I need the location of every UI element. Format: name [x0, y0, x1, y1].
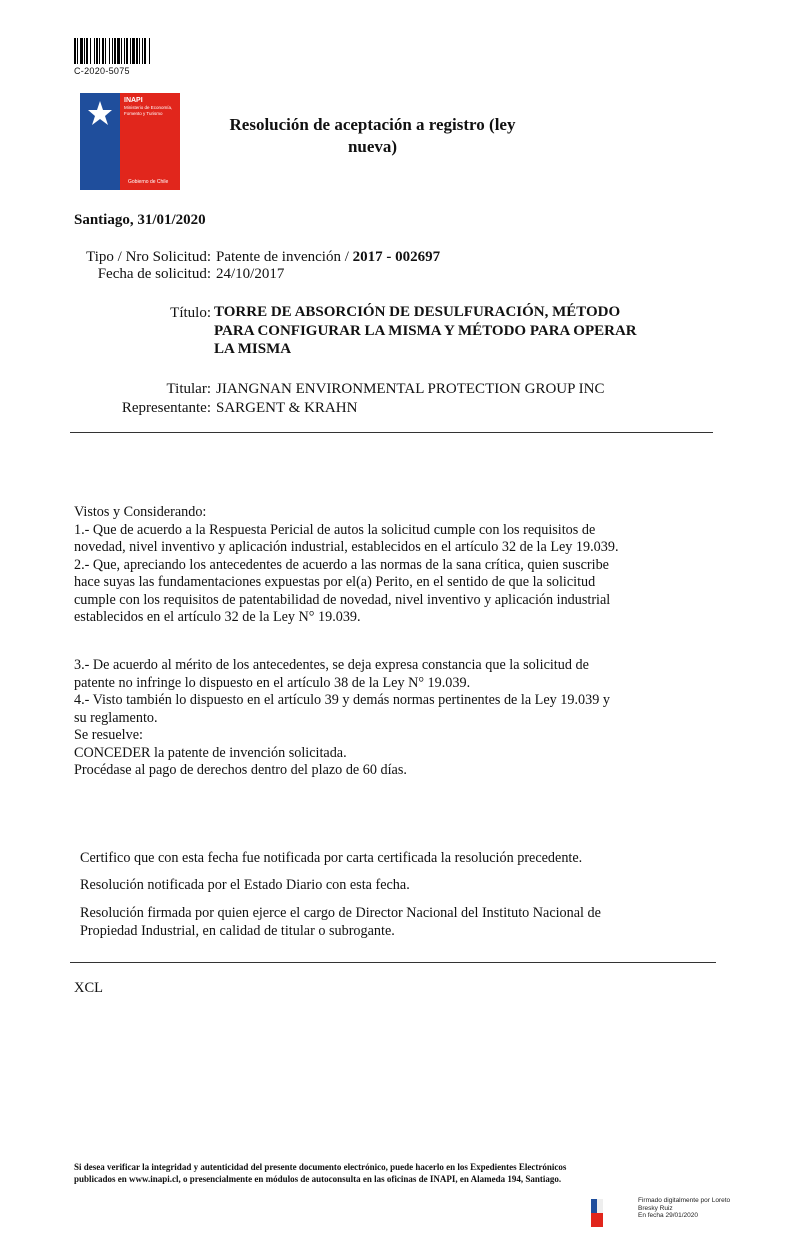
barcode-bar [150, 38, 151, 64]
body-line: 1.- Que de acuerdo a la Respuesta Pericial de autos la solicitud cumple con los requisitos de [74, 521, 596, 538]
title-line-1: Resolución de aceptación a registro (ley [229, 115, 516, 134]
certificate-estado-diario: Resolución notificada por el Estado Diario con esta fecha. [80, 877, 410, 893]
titular-value: JIANGNAN ENVIRONMENTAL PROTECTION GROUP INC [216, 381, 605, 397]
barcode-number: C-2020-5075 [74, 66, 130, 76]
titulo-line-1: TORRE DE ABSORCIÓN DE DESULFURACIÓN, MÉTODO [214, 304, 621, 320]
coat-of-arms-icon [85, 99, 115, 129]
divider-bottom [70, 962, 716, 963]
certificate-signer-line-2: Propiedad Industrial, en calidad de titular o subrogante. [80, 922, 395, 939]
tipo-label: Tipo / Nro Solicitud: [86, 249, 211, 265]
body-line: patente no infringe lo dispuesto en el artículo 38 de la Ley N° 19.039. [74, 674, 471, 691]
barcode [74, 38, 239, 64]
representante-label: Representante: [121, 400, 211, 416]
certificate-mail: Certifico que con esta fecha fue notificada por carta certificada la resolución precedente. [80, 850, 583, 866]
page-title [200, 114, 545, 158]
body-line: Vistos y Considerando: [74, 504, 207, 520]
verification-note [74, 1161, 734, 1185]
logo-gobierno-text: Gobierno de Chile [128, 179, 169, 185]
digital-signature [591, 1197, 771, 1231]
title-line-2: nueva) [347, 137, 398, 156]
titulo-line-3: LA MISMA [214, 341, 292, 357]
signature-line-2: Bresky Ruiz [638, 1204, 673, 1212]
logo-inapi-text: INAPI [124, 97, 143, 104]
logo-red-panel [120, 93, 180, 190]
chile-flag-icon [591, 1199, 603, 1227]
body-line: cumple con los requisitos de patentabilidad de novedad, nivel inventivo y aplicación industrial [74, 591, 611, 608]
verification-line-2: publicados en www.inapi.cl, o presencialmente en módulos de autoconsulta en las oficinas de INAPI, en Alameda 194, Santiago. [74, 1174, 562, 1184]
titulo-line-2: PARA CONFIGURAR LA MISMA Y MÉTODO PARA OPERAR [214, 322, 637, 339]
body-line: Se resuelve: [74, 727, 143, 743]
logo-ministry-text: Ministerio de Economía, Fomento y Turismo [124, 105, 173, 116]
place-date: Santiago, 31/01/2020 [74, 212, 206, 228]
body-line: Procédase al pago de derechos dentro del plazo de 60 días. [74, 762, 407, 778]
tipo-value [216, 248, 440, 266]
tipo-number: 2017 - 002697 [352, 249, 441, 265]
considerations-block [74, 504, 714, 627]
tipo-type: Patente de invención / [216, 249, 349, 265]
titulo-value [214, 303, 694, 359]
signature-text [638, 1197, 773, 1220]
inapi-logo [80, 93, 180, 190]
body-line: establecidos en el artículo 32 de la Ley N° 19.039. [74, 609, 361, 625]
signature-line-3: En fecha 29/01/2020 [638, 1212, 698, 1219]
certificate-signer [80, 905, 720, 940]
body-line: su reglamento. [74, 709, 158, 726]
body-line: CONCEDER la patente de invención solicitada. [74, 744, 347, 761]
logo-blue-panel [80, 93, 120, 190]
verification-line-1: Si desea verificar la integridad y autenticidad del presente documento electrónico, puede hacerlo en los Expedientes Electrónicos [74, 1162, 567, 1172]
certificate-signer-line-1: Resolución firmada por quien ejerce el cargo de Director Nacional del Instituto Nacional de [80, 905, 601, 921]
representante-value: SARGENT & KRAHN [216, 400, 358, 416]
titular-label: Titular: [166, 381, 211, 397]
signature-line-1: Firmado digitalmente por Loreto [638, 1197, 731, 1204]
body-line: 4.- Visto también lo dispuesto en el artículo 39 y demás normas pertinentes de la Ley 19.039 y [74, 692, 610, 708]
body-line: novedad, nivel inventivo y aplicación industrial, establecidos en el artículo 32 de la Ley 19.039. [74, 539, 619, 555]
fecha-value: 24/10/2017 [216, 266, 285, 282]
initials: XCL [74, 980, 103, 996]
body-line: 3.- De acuerdo al mérito de los antecedentes, se deja expresa constancia que la solicitud de [74, 657, 589, 673]
body-line: 2.- Que, apreciando los antecedentes de acuerdo a las normas de la sana crítica, quien suscribe [74, 556, 609, 573]
divider-top [70, 432, 713, 433]
body-line: hace suyas las fundamentaciones expuestas por el(a) Perito, en el sentido de que la solicitud [74, 574, 596, 590]
titulo-label: Título: [170, 305, 211, 321]
resolution-block [74, 657, 714, 780]
fecha-label: Fecha de solicitud: [97, 266, 211, 282]
